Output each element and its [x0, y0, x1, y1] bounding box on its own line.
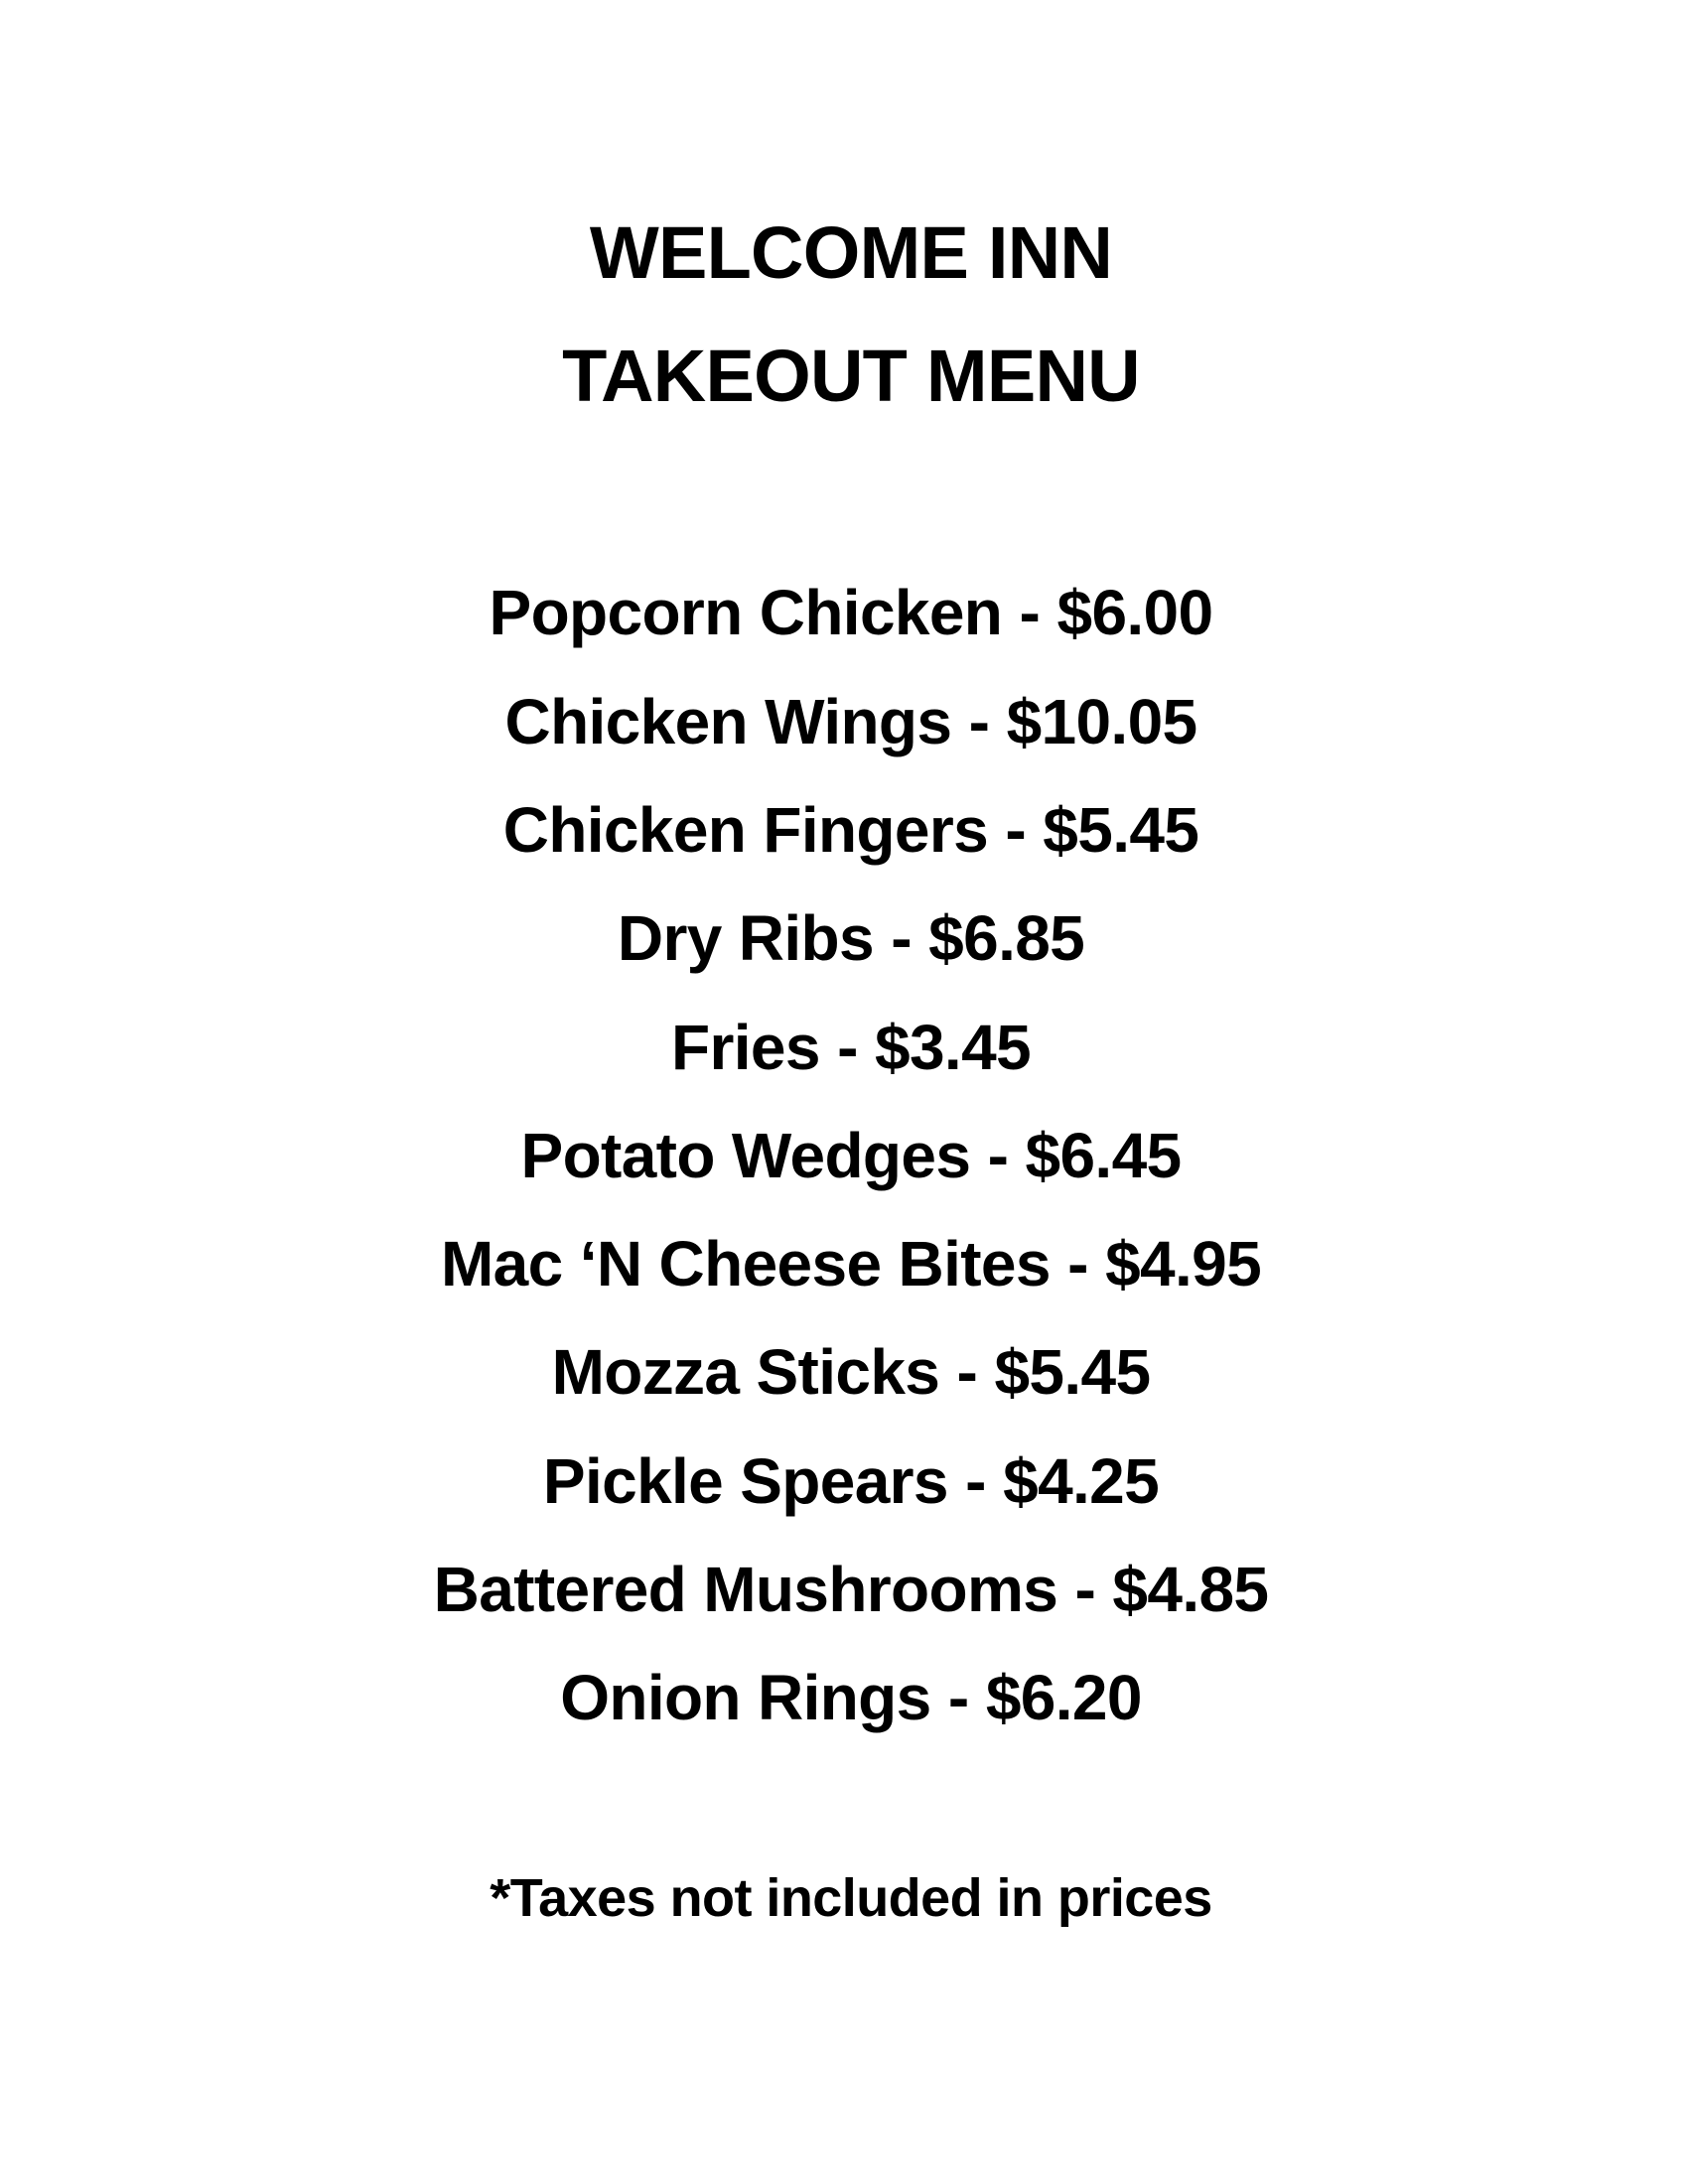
item-name: Mac ‘N Cheese Bites	[440, 1228, 1051, 1299]
item-price: $3.45	[875, 1012, 1031, 1083]
item-price: $5.45	[994, 1336, 1151, 1408]
item-separator: -	[1074, 1554, 1096, 1625]
menu-item	[14, 686, 1688, 757]
item-price: $6.00	[1056, 577, 1213, 648]
item-price: $4.95	[1105, 1228, 1262, 1299]
item-separator: -	[987, 1120, 1009, 1191]
item-price: $5.45	[1043, 794, 1199, 866]
item-price: $6.85	[928, 902, 1085, 974]
menu-item	[14, 1445, 1688, 1517]
item-separator: -	[891, 902, 912, 974]
menu-item	[14, 1336, 1688, 1408]
item-separator: -	[947, 1662, 969, 1733]
taxes-footnote: *Taxes not included in prices	[490, 1868, 1212, 1928]
item-name: Popcorn Chicken	[489, 577, 1003, 648]
item-price: $4.85	[1112, 1554, 1269, 1625]
item-separator: -	[956, 1336, 978, 1408]
menu-item	[14, 1662, 1688, 1733]
item-name: Fries	[671, 1012, 820, 1083]
item-name: Chicken Fingers	[502, 794, 989, 866]
item-name: Dry Ribs	[617, 902, 874, 974]
item-price: $6.20	[985, 1662, 1142, 1733]
page-title: WELCOME INN	[589, 211, 1113, 294]
item-name: Battered Mushrooms	[433, 1554, 1058, 1625]
menu-item	[14, 1120, 1688, 1191]
item-separator: -	[837, 1012, 858, 1083]
item-separator: -	[1067, 1228, 1088, 1299]
item-separator: -	[965, 1445, 986, 1517]
item-name: Pickle Spears	[542, 1445, 948, 1517]
item-price: $6.45	[1025, 1120, 1182, 1191]
menu-item	[14, 1228, 1688, 1299]
item-price: $10.05	[1006, 686, 1197, 757]
page-subtitle: TAKEOUT MENU	[562, 335, 1140, 417]
item-name: Onion Rings	[560, 1662, 931, 1733]
item-name: Mozza Sticks	[551, 1336, 940, 1408]
item-name: Chicken Wings	[504, 686, 952, 757]
item-separator: -	[1005, 794, 1027, 866]
menu-item	[14, 794, 1688, 866]
item-name: Potato Wedges	[520, 1120, 971, 1191]
menu-item	[14, 1554, 1688, 1625]
item-separator: -	[1019, 577, 1041, 648]
menu-item	[14, 577, 1688, 648]
menu-item	[14, 902, 1688, 974]
item-price: $4.25	[1003, 1445, 1160, 1517]
menu-item	[14, 1012, 1688, 1083]
item-separator: -	[968, 686, 990, 757]
